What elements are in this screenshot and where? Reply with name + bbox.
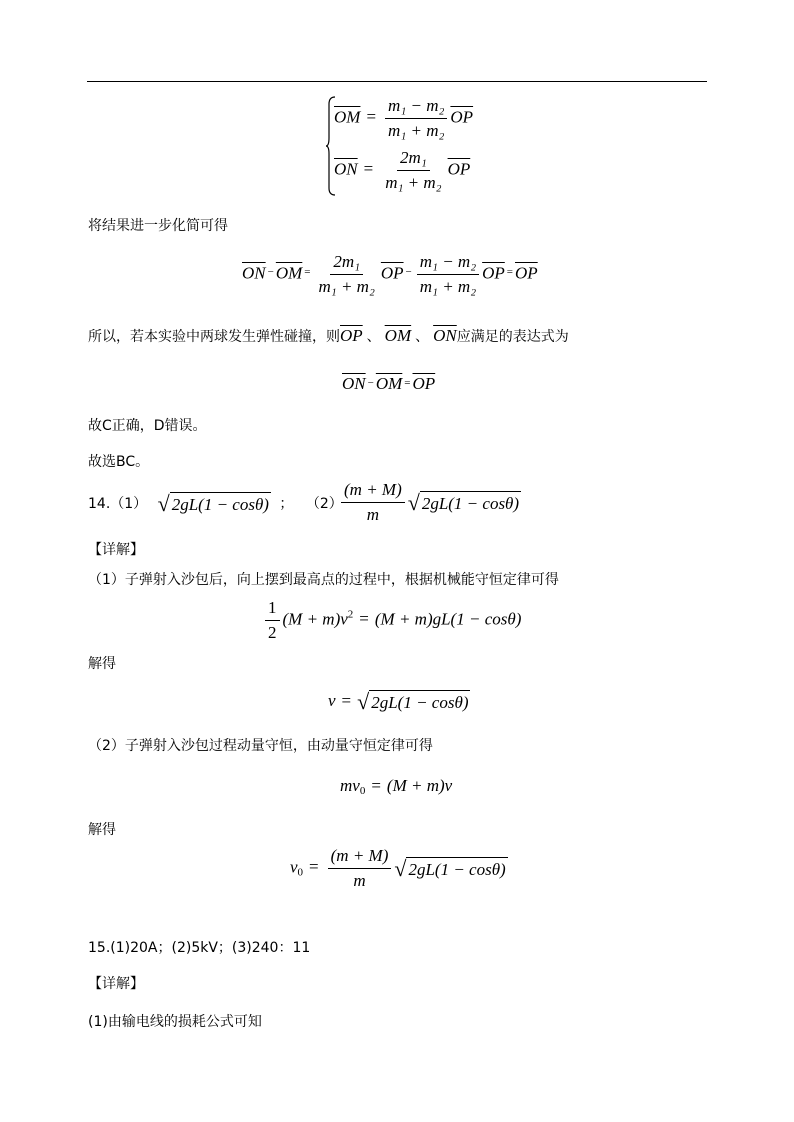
equation-condition: $\overline{ON} - \overline{OM} = \overline{OP}$ [342, 374, 436, 393]
equation-momentum: $mv_0 = (M + m)v$ [340, 776, 453, 797]
header-rule [87, 81, 707, 82]
q14-answer-1: √ 2gL(1 − cosθ) [157, 491, 269, 516]
text-condition: 所以，若本实验中两球发生弹性碰撞，则$\overline{OP}$ 、 $\overline{OM}$ 、 $\overline{ON}$应满足的表达式为 [88, 326, 569, 345]
text-step-2: （2）子弹射入沙包过程动量守恒，由动量守恒定律可得 [88, 738, 433, 754]
text-choice: 故选BC。 [88, 454, 150, 470]
q14-answer-2: $\frac{(m + M)}{m}$ √ 2gL(1 − cosθ) [338, 480, 521, 525]
equation-simplified: $\overline{ON} - \overline{OM}$ = $\frac{\text{2m₁}}{\text{m₁ + m₂}}$ $\overline{OP}$ − $\frac{\text{m₁ − m₂}}{\text{m₁ + m₂}}$ $\overline{OP} = \overline{OP}$ [242, 252, 538, 296]
text-simplify: 将结果进一步化简可得 [88, 218, 228, 234]
equation-v0: $v_0$ = $\frac{(m + M)}{m}$ √ 2gL(1 − cosθ) [290, 846, 506, 890]
text-conclusion: 故C正确，D错误。 [88, 418, 207, 434]
text-solve-1: 解得 [88, 656, 116, 672]
system-row-2: $\overline{ON}$ = $\frac{\text{2m₁}}{\text{m₁ + m₂}}$ $\overline{OP}$ [334, 148, 471, 192]
text-step-1: （1）子弹射入沙包后，向上摆到最高点的过程中，根据机械能守恒定律可得 [88, 572, 559, 588]
text-solve-2: 解得 [88, 822, 116, 838]
q15-answer-line: 15.(1)20A；(2)5kV；(3)240：11 [88, 940, 311, 956]
q15-step-1: (1)由输电线的损耗公式可知 [88, 1014, 262, 1030]
equation-energy: $\frac{1}{2}$ $(M + m)v^2 = (M + m)gL(1 - \cos\theta)$ [262, 598, 521, 643]
equation-v: v = √ 2gL(1 − cosθ) [328, 689, 469, 714]
system-row-1: $\overline{OM}$ = $\frac{\text{m₁ − m₂}}{\text{m₁ + m₂}}$ $\overline{OP}$ [334, 96, 474, 140]
detail-heading-1: 【详解】 [88, 542, 144, 558]
q14-answer-line: 14.（1） √ 2gL(1 − cosθ) ； （2） [88, 491, 343, 516]
detail-heading-2: 【详解】 [88, 976, 144, 992]
